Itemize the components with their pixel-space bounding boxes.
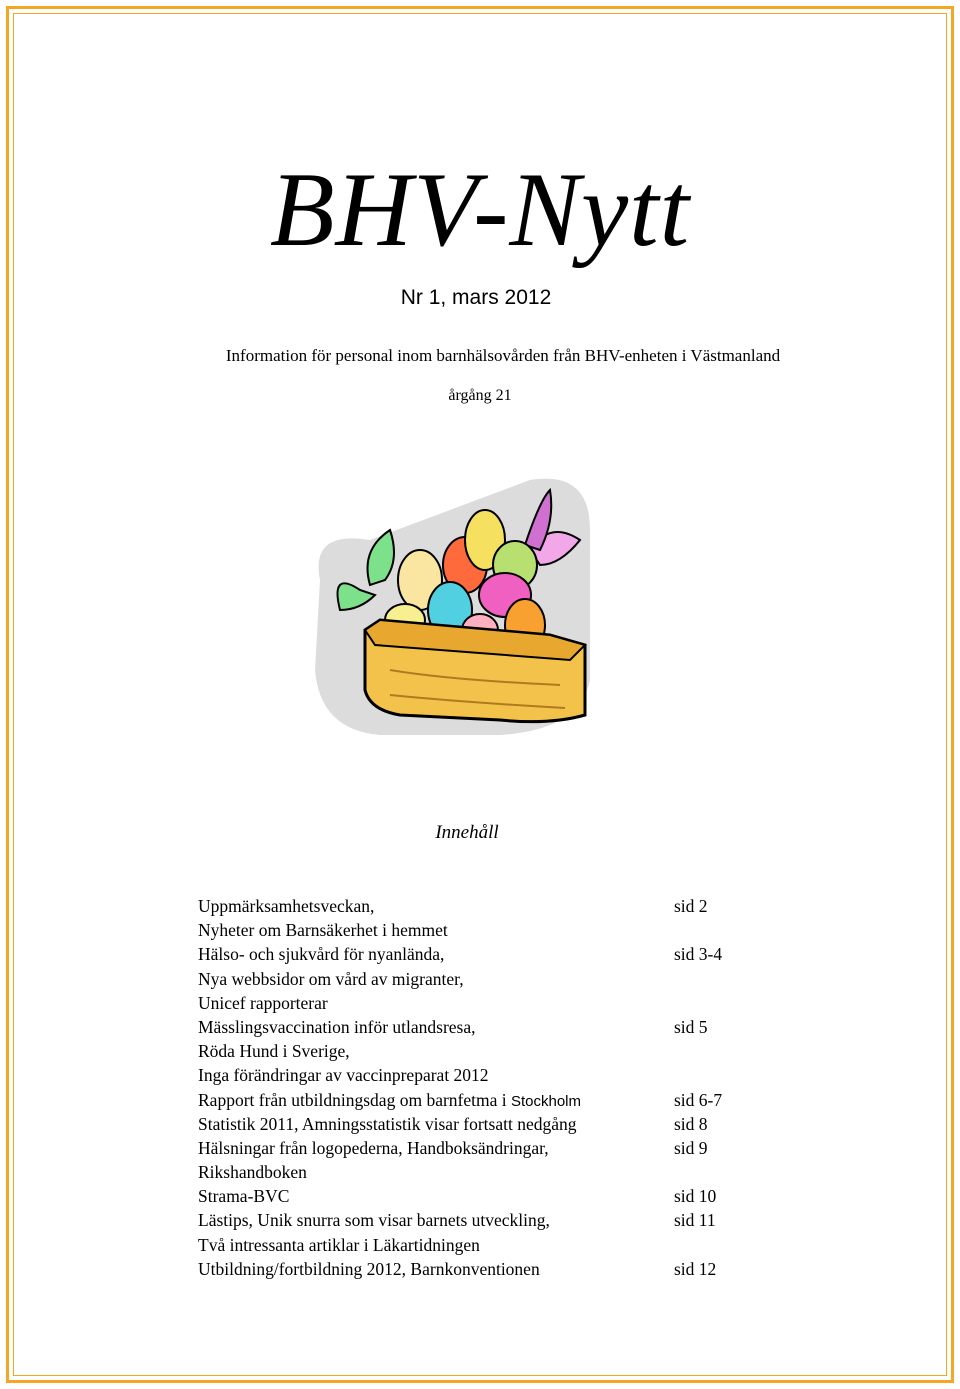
- toc-row: [198, 920, 758, 944]
- toc-entry-page: sid 3-4: [674, 944, 723, 965]
- toc-entry-title: [198, 1210, 550, 1231]
- easter-basket-illustration: [300, 470, 600, 740]
- toc-entry-page: sid 12: [674, 1258, 717, 1279]
- toc-entry-title-text: Nya webbsidor om vård av migranter,: [198, 968, 464, 989]
- toc-entry-title-text: Statistik 2011, Amningsstatistik visar fortsatt nedgång: [198, 1113, 577, 1134]
- toc-row: [198, 1041, 758, 1065]
- toc-row: [198, 944, 758, 968]
- toc-entry-title-text: Unicef rapporterar: [198, 992, 328, 1013]
- toc-row: [198, 1259, 758, 1283]
- toc-entry-title-text: Rapport från utbildningsdag om barnfetma i: [198, 1089, 511, 1110]
- toc-entry-title-text: Inga förändringar av vaccinpreparat 2012: [198, 1065, 489, 1086]
- toc-row: [198, 969, 758, 993]
- toc-entry-page: sid 2: [674, 896, 708, 916]
- year-label: årgång 21: [448, 387, 512, 404]
- toc-entry-page: sid 11: [674, 1210, 716, 1231]
- toc-row: [198, 1235, 758, 1259]
- toc-row: [198, 1186, 758, 1210]
- toc-entry-page: sid 8: [674, 1113, 708, 1134]
- toc-entry-title: [198, 993, 328, 1014]
- toc-row: [198, 1114, 758, 1138]
- toc-entry-page: sid 5: [674, 1016, 708, 1037]
- toc-entry-title: [198, 1090, 581, 1111]
- toc-row: [198, 1138, 758, 1162]
- toc-entry-title: [198, 1138, 549, 1159]
- toc-entry-title: [198, 969, 464, 990]
- toc-row: [198, 1017, 758, 1041]
- toc-row: [198, 1090, 758, 1114]
- toc-entry-title: [198, 1186, 289, 1207]
- toc-entry-title-text: Två intressanta artiklar i Läkartidningen: [198, 1234, 480, 1255]
- toc-heading: Innehåll: [435, 822, 499, 843]
- toc-entry-title: [198, 896, 374, 917]
- toc-entry-title-text: Hälso- och sjukvård för nyanlända,: [198, 944, 445, 965]
- toc-entry-page: sid 10: [674, 1186, 717, 1207]
- toc-entry-title-text: Strama-BVC: [198, 1186, 290, 1207]
- toc-entry-page: sid 9: [674, 1137, 708, 1158]
- toc-entry-title-text: Uppmärksamhetsveckan,: [198, 896, 375, 916]
- toc-row: [198, 896, 758, 920]
- toc-entry-title: [198, 1041, 350, 1062]
- info-line: Information för personal inom barnhälsovården från BHV-enheten i Västmanland: [225, 346, 781, 365]
- table-of-contents: [198, 896, 758, 1283]
- toc-entry-title: [198, 1065, 489, 1086]
- newsletter-title: BHV-Nytt: [269, 151, 691, 268]
- toc-row: [198, 1162, 758, 1186]
- toc-entry-title-text: Lästips, Unik snurra som visar barnets utveckling,: [198, 1210, 550, 1231]
- toc-row: [198, 1210, 758, 1234]
- toc-entry-title-text: Röda Hund i Sverige,: [198, 1041, 350, 1062]
- toc-row: [198, 1065, 758, 1089]
- toc-entry-title: [198, 944, 444, 965]
- toc-entry-title-text: Mässlingsvaccination inför utlandsresa,: [198, 1016, 476, 1037]
- issue-label: Nr 1, mars 2012: [400, 286, 552, 309]
- toc-entry-title: [198, 1114, 577, 1135]
- toc-entry-title-text: Nyheter om Barnsäkerhet i hemmet: [198, 920, 448, 941]
- toc-entry-title: [198, 1235, 480, 1256]
- toc-entry-page: sid 6-7: [674, 1089, 723, 1110]
- toc-entry-title: [198, 1162, 307, 1183]
- toc-entry-title: [198, 1259, 540, 1280]
- toc-entry-title-text: Hälsningar från logopederna, Handboksändringar,: [198, 1137, 549, 1158]
- toc-row: [198, 993, 758, 1017]
- toc-entry-title: [198, 1017, 476, 1038]
- toc-entry-title: [198, 920, 448, 941]
- toc-entry-title-text: Utbildning/fortbildning 2012, Barnkonventionen: [198, 1258, 540, 1279]
- toc-entry-title-small: Stockholm: [510, 1092, 582, 1110]
- toc-entry-title-text: Rikshandboken: [198, 1162, 307, 1183]
